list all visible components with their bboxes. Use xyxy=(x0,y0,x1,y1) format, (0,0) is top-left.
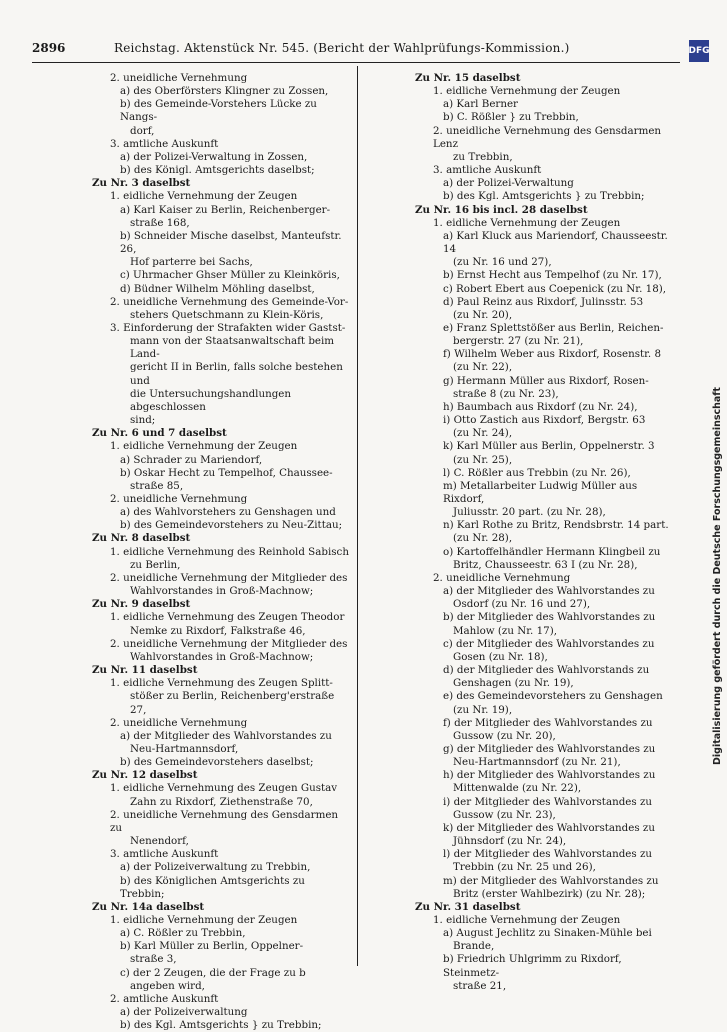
text-line: c) der Mitglieder des Wahlvorstandes zu xyxy=(443,637,655,650)
text-line: Gussow (zu Nr. 23), xyxy=(453,808,556,821)
text-line: b) C. Rößler } zu Trebbin, xyxy=(443,111,579,124)
text-line: Brande, xyxy=(453,940,495,953)
text-line: dorf, xyxy=(130,124,155,137)
text-line: 2. amtliche Auskunft xyxy=(110,992,219,1005)
text-line: straße 85, xyxy=(130,479,184,492)
text-line: gericht II in Berlin, falls solche bestehen und xyxy=(130,361,343,387)
text-line: Nenendorf, xyxy=(130,835,189,848)
text-line: 1. eidliche Vernehmung der Zeugen xyxy=(433,216,621,229)
text-line: a) des Wahlvorstehers zu Genshagen und xyxy=(120,506,336,519)
text-line: Mittenwalde (zu Nr. 22), xyxy=(453,782,582,795)
text-line: straße 8 (zu Nr. 23), xyxy=(453,387,559,400)
text-line: zu Berlin, xyxy=(130,558,181,571)
text-line: a) August Jechlitz zu Sinaken-Mühle bei xyxy=(443,927,652,940)
section-heading: Zu Nr. 15 daselbst xyxy=(415,72,521,84)
text-line: o) Kartoffelhändler Hermann Klingbeil zu xyxy=(443,545,661,558)
text-line: 2. uneidliche Vernehmung xyxy=(110,716,248,729)
text-line: g) Hermann Müller aus Rixdorf, Rosen- xyxy=(443,374,649,387)
text-line: 2. uneidliche Vernehmung xyxy=(433,571,571,584)
text-line: straße 21, xyxy=(453,979,507,992)
text-line: a) Karl Kaiser zu Berlin, Reichenberger- xyxy=(120,203,331,216)
text-line: die Untersuchungshandlungen abgeschlossen xyxy=(130,387,292,413)
text-line: d) Paul Reinz aus Rixdorf, Julinsstr. 53 xyxy=(443,295,644,308)
text-line: 3. Einforderung der Strafakten wider Gastst- xyxy=(110,321,346,334)
text-line: bergerstr. 27 (zu Nr. 21), xyxy=(453,335,584,348)
section-heading: Zu Nr. 12 daselbst xyxy=(92,769,198,782)
text-line: b) des Gemeindevorstehers daselbst; xyxy=(120,756,314,769)
text-line: h) der Mitglieder des Wahlvorstandes zu xyxy=(443,769,656,782)
text-line: f) der Mitglieder des Wahlvorstandes zu xyxy=(443,716,653,729)
text-line: b) Ernst Hecht aus Tempelhof (zu Nr. 17), xyxy=(443,269,662,282)
text-line: f) Wilhelm Weber aus Rixdorf, Rosenstr. 8 xyxy=(443,348,662,361)
text-line: b) Oskar Hecht zu Tempelhof, Chaussee- xyxy=(120,466,333,479)
text-line: Gussow (zu Nr. 20), xyxy=(453,729,556,742)
text-line: b) Friedrich Uhlgrimm zu Rixdorf, Steinmetz- xyxy=(443,953,622,979)
text-line: d) der Mitglieder des Wahlvorstands zu xyxy=(443,664,650,677)
text-line: (zu Nr. 24), xyxy=(453,427,513,440)
text-line: Hof parterre bei Sachs, xyxy=(130,256,253,269)
text-line: Zahn zu Rixdorf, Ziethenstraße 70, xyxy=(130,795,313,808)
dfg-logo: DFG xyxy=(689,40,709,62)
text-line: (zu Nr. 16 und 27), xyxy=(453,256,552,269)
text-line: (zu Nr. 25), xyxy=(453,453,513,466)
text-line: Gosen (zu Nr. 18), xyxy=(453,650,548,663)
text-line: zu Trebbin, xyxy=(453,150,513,163)
text-line: Wahlvorstandes in Groß-Machnow; xyxy=(130,585,314,598)
text-line: k) Karl Müller aus Berlin, Oppelnerstr. 3 xyxy=(443,440,655,453)
text-line: a) Karl Berner xyxy=(443,98,518,111)
section-heading: Zu Nr. 8 daselbst xyxy=(92,532,191,545)
text-line: l) der Mitglieder des Wahlvorstandes zu xyxy=(443,848,653,861)
text-line: Nemke zu Rixdorf, Falkstraße 46, xyxy=(130,624,306,637)
text-line: d) Büdner Wilhelm Möhling daselbst, xyxy=(120,282,315,295)
text-line: 2. uneidliche Vernehmung des Gemeinde-Vor- xyxy=(110,295,349,308)
text-line: 1. eidliche Vernehmung des Reinhold Sabisch xyxy=(110,545,349,558)
text-line: Genshagen (zu Nr. 19), xyxy=(453,677,574,690)
text-line: stehers Quetschmann zu Klein-Köris, xyxy=(130,308,324,321)
section-heading: Zu Nr. 31 daselbst xyxy=(415,900,521,913)
text-line: angeben wird, xyxy=(130,979,205,992)
text-line: Mahlow (zu Nr. 17), xyxy=(453,624,557,637)
text-line: 2. uneidliche Vernehmung der Mitglieder des xyxy=(110,637,348,650)
text-line: b) des Königlichen Amtsgerichts zu Trebbin; xyxy=(120,874,305,900)
text-line: b) der Mitglieder des Wahlvorstandes zu xyxy=(443,611,656,624)
text-line: 2. uneidliche Vernehmung xyxy=(110,493,248,505)
text-line: b) des Gemeindevorstehers zu Neu-Zittau; xyxy=(120,519,343,532)
text-line: i) der Mitglieder des Wahlvorstandes zu xyxy=(443,795,653,808)
text-line: 2. uneidliche Vernehmung der Mitglieder des xyxy=(110,571,348,584)
page-title: Reichstag. Aktenstück Nr. 545. (Bericht der Wahlprüfungs-Kommission.) xyxy=(114,41,570,55)
text-line: (zu Nr. 20), xyxy=(453,308,513,321)
text-line: straße 168, xyxy=(130,216,190,229)
text-line: h) Baumbach aus Rixdorf (zu Nr. 24), xyxy=(443,400,638,413)
text-line: a) der Mitglieder des Wahlvorstandes zu xyxy=(120,729,332,742)
right-column xyxy=(415,72,677,993)
text-line: Neu-Hartmannsdorf (zu Nr. 21), xyxy=(453,756,621,769)
text-line: m) der Mitglieder des Wahlvorstandes zu xyxy=(443,874,659,887)
text-line: (zu Nr. 22), xyxy=(453,361,513,374)
text-line: n) Karl Rothe zu Britz, Rendsbrstr. 14 part. xyxy=(443,519,669,532)
text-line: a) Karl Kluck aus Mariendorf, Chausseestr. 14 xyxy=(443,229,668,256)
text-line: 1. eidliche Vernehmung des Zeugen Gustav xyxy=(110,782,338,795)
page-header xyxy=(32,41,680,57)
text-line: Britz, Chausseestr. 63 I (zu Nr. 28), xyxy=(453,558,638,571)
text-line: Osdorf (zu Nr. 16 und 27), xyxy=(453,598,591,611)
text-line: e) Franz Splettstößer aus Berlin, Reichen- xyxy=(443,321,664,334)
section-heading: Zu Nr. 14a daselbst xyxy=(92,900,205,913)
side-note-text: Digitalisierung gefördert durch die Deutsche Forschungsgemeinschaft xyxy=(712,387,723,765)
text-line: 3. amtliche Auskunft xyxy=(433,164,542,177)
text-line: mann von der Staatsanwaltschaft beim Land- xyxy=(130,335,335,361)
section-heading: Zu Nr. 3 daselbst xyxy=(92,177,191,190)
text-line: 3. amtliche Auskunft xyxy=(110,848,219,861)
text-line: 1. eidliche Vernehmung der Zeugen xyxy=(433,914,621,926)
text-line: e) des Gemeindevorstehers zu Genshagen xyxy=(443,690,663,703)
text-line: 1. eidliche Vernehmung der Zeugen xyxy=(433,85,621,98)
text-line: 1. eidliche Vernehmung der Zeugen xyxy=(110,190,298,203)
text-line: 2. uneidliche Vernehmung xyxy=(110,72,248,84)
text-line: l) C. Rößler aus Trebbin (zu Nr. 26), xyxy=(443,466,631,479)
text-line: a) Schrader zu Mariendorf, xyxy=(120,453,263,466)
section-heading: Zu Nr. 6 und 7 daselbst xyxy=(92,427,227,440)
text-line: c) Robert Ebert aus Coepenick (zu Nr. 18), xyxy=(443,282,667,295)
text-line: 3. amtliche Auskunft xyxy=(110,137,219,150)
section-heading: Zu Nr. 16 bis incl. 28 daselbst xyxy=(415,203,588,216)
text-line: 2. uneidliche Vernehmung des Gensdarmen Lenz xyxy=(433,124,662,150)
text-line: g) der Mitglieder des Wahlvorstandes zu xyxy=(443,742,656,755)
text-line: i) Otto Zastich aus Rixdorf, Bergstr. 63 xyxy=(443,414,646,427)
text-line: a) C. Rößler zu Trebbin, xyxy=(120,927,246,940)
text-line: a) der Mitglieder des Wahlvorstandes zu xyxy=(443,585,655,598)
text-line: k) der Mitglieder des Wahlvorstandes zu xyxy=(443,821,655,834)
text-line: b) Karl Müller zu Berlin, Oppelner- xyxy=(120,940,304,953)
text-line: b) des Kgl. Amtsgerichts } zu Trebbin; xyxy=(443,190,645,203)
text-line: a) der Polizei-Verwaltung xyxy=(443,177,574,190)
text-line: b) des Kgl. Amtsgerichts } zu Trebbin; xyxy=(120,1019,322,1032)
text-line: a) des Oberförsters Klingner zu Zossen, xyxy=(120,85,329,98)
side-note xyxy=(712,385,726,765)
text-line: sind; xyxy=(130,414,156,427)
text-line: b) des Königl. Amtsgerichts daselbst; xyxy=(120,164,315,177)
text-line: stößer zu Berlin, Reichenberg'erstraße 27, xyxy=(130,690,335,716)
text-line: 1. eidliche Vernehmung des Zeugen Splitt- xyxy=(110,677,333,690)
text-line: a) der Polizei-Verwaltung in Zossen, xyxy=(120,150,308,163)
column-divider xyxy=(357,66,358,966)
text-line: Jühnsdorf (zu Nr. 24), xyxy=(453,835,567,848)
text-line: c) Uhrmacher Ghser Müller zu Kleinköris, xyxy=(120,269,340,282)
text-line: b) des Gemeinde-Vorstehers Lücke zu Nangs- xyxy=(120,98,317,124)
text-line: Britz (erster Wahlbezirk) (zu Nr. 28); xyxy=(453,887,646,900)
text-line: m) Metallarbeiter Ludwig Müller aus Rixdorf, xyxy=(443,479,638,505)
text-line: Trebbin (zu Nr. 25 und 26), xyxy=(453,861,596,874)
text-line: (zu Nr. 19), xyxy=(453,703,513,716)
text-line: 1. eidliche Vernehmung des Zeugen Theodor xyxy=(110,611,345,624)
left-column xyxy=(92,72,350,1032)
section-heading: Zu Nr. 11 daselbst xyxy=(92,664,198,677)
text-line: Neu-Hartmannsdorf, xyxy=(130,742,239,755)
text-line: a) der Polizeiverwaltung xyxy=(120,1006,248,1019)
header-rule xyxy=(32,62,680,63)
text-line: 1. eidliche Vernehmung der Zeugen xyxy=(110,914,298,926)
text-line: straße 3, xyxy=(130,953,177,966)
text-line: 1. eidliche Vernehmung der Zeugen xyxy=(110,440,298,453)
page-number: 2896 xyxy=(32,41,66,55)
text-line: a) der Polizeiverwaltung zu Trebbin, xyxy=(120,861,311,874)
text-line: (zu Nr. 28), xyxy=(453,532,513,545)
text-line: c) der 2 Zeugen, die der Frage zu b xyxy=(120,966,306,979)
text-line: b) Schneider Mische daselbst, Manteufstr. 26, xyxy=(120,229,342,256)
text-line: 2. uneidliche Vernehmung des Gensdarmen zu xyxy=(110,808,339,834)
section-heading: Zu Nr. 9 daselbst xyxy=(92,598,191,611)
text-line: Juliusstr. 20 part. (zu Nr. 28), xyxy=(453,506,606,519)
text-line: Wahlvorstandes in Groß-Machnow; xyxy=(130,650,314,663)
